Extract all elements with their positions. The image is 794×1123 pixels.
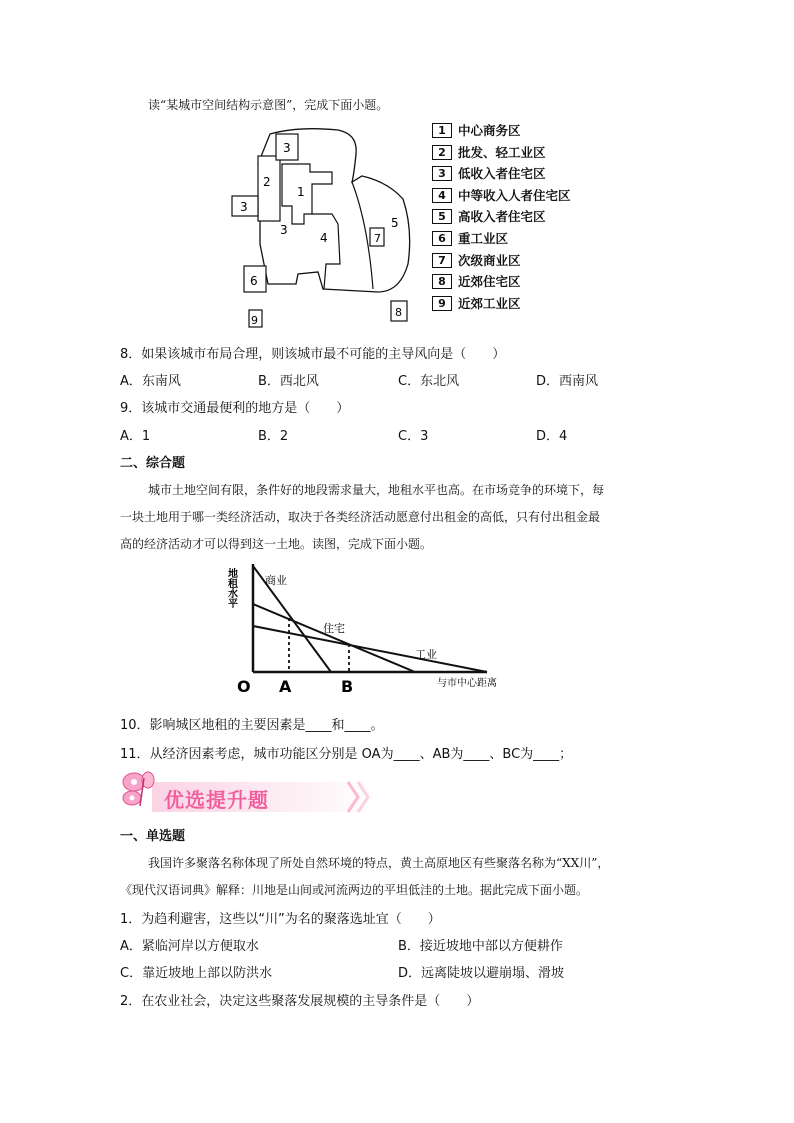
label-o: O [237,677,251,696]
legend-item-2: 2 批发、轻工业区 [432,144,546,160]
passage-3-line-1: 我国许多聚落名称体现了所处自然环境的特点，黄土高原地区有些聚落名称为“XX川”， [148,856,610,870]
map-label-3-top: 3 [283,141,291,155]
label-a: A [279,677,292,696]
chart-xlabel: 与市中心距离 [437,678,497,689]
label-b: B [341,677,354,696]
map-label-9: 9 [251,314,258,327]
banner-title: 优选提升题 [164,788,269,812]
residential-line [253,604,415,672]
question-10: 10．影响城区地租的主要因素是____和____。 [120,718,384,733]
legend-item-4: 4 中等收入人者住宅区 [432,187,571,203]
passage-2-line-1: 城市土地空间有限，条件好的地段需求量大，地租水平也高。在市场竞争的环境下，每 [148,483,605,497]
question-8-option-c[interactable]: C．东北风 [398,374,460,389]
banner [118,768,376,816]
question-9-option-b[interactable]: B．2 [258,429,289,444]
question-8-stem: 8．如果该城市布局合理，则该城市最不可能的主导风向是（ ） [120,347,506,362]
label-residential: 住宅 [323,622,345,635]
intro-text: 读“某城市空间结构示意图”，完成下面小题。 [148,98,389,112]
legend-item-9: 9 近郊工业区 [432,295,521,311]
question-1-stem: 1．为趋利避害，这些以“川”为名的聚落选址宜（ ） [120,912,441,927]
question-11: 11．从经济因素考虑，城市功能区分别是 OA为____、AB为____、BC为____； [120,747,573,762]
question-8-option-a[interactable]: A．东南风 [120,374,181,389]
legend-item-8: 8 近郊住宅区 [432,273,521,289]
question-1-option-b[interactable]: B．接近坡地中部以方便耕作 [398,939,563,954]
passage-2-line-2: 一块土地用于哪一类经济活动，取决于各类经济活动愿意付出租金的高低，只有付出租金最 [120,510,601,524]
question-1-option-c[interactable]: C．靠近坡地上部以防洪水 [120,966,273,981]
question-9-option-c[interactable]: C．3 [398,429,429,444]
map-label-3-left: 3 [240,200,248,214]
passage-2-line-3: 高的经济活动才可以得到这一土地。读图，完成下面小题。 [120,537,433,551]
map-label-5: 5 [391,216,399,230]
map-label-8: 8 [395,306,402,319]
question-8-option-b[interactable]: B．西北风 [258,374,319,389]
legend-item-1: 1 中心商务区 [432,122,521,138]
legend-item-5: 5 高收入者住宅区 [432,208,546,224]
legend-item-7: 7 次级商业区 [432,252,521,268]
map-label-1: 1 [297,185,305,199]
bid-rent-chart [225,556,530,696]
label-industry: 工业 [415,648,437,661]
section-2-title: 二、综合题 [120,456,186,471]
map-label-7: 7 [374,232,381,245]
question-9-option-d[interactable]: D．4 [536,429,568,444]
map-label-6: 6 [250,274,258,288]
question-8-option-d[interactable]: D．西南风 [536,374,599,389]
question-1-option-d[interactable]: D．远离陡坡以避崩塌、滑坡 [398,966,565,981]
passage-3-line-2: 《现代汉语词典》解释：川地是山间或河流两边的平坦低洼的土地。据此完成下面小题。 [120,883,589,897]
question-9-option-a[interactable]: A．1 [120,429,151,444]
legend-item-3: 3 低收入者住宅区 [432,165,546,181]
section-1-title: 一、单选题 [120,829,186,844]
legend-item-6: 6 重工业区 [432,230,508,246]
chart-ylabel: 地租水平 [225,568,237,608]
map-label-2: 2 [263,175,271,189]
question-1-option-a[interactable]: A．紧临河岸以方便取水 [120,939,259,954]
label-commerce: 商业 [265,574,287,587]
map-label-3-center: 3 [280,223,288,237]
city-structure-map [228,124,428,329]
map-label-4: 4 [320,231,328,245]
question-9-stem: 9．该城市交通最便利的地方是（ ） [120,401,350,416]
question-2-stem: 2．在农业社会，决定这些聚落发展规模的主导条件是（ ） [120,994,480,1009]
